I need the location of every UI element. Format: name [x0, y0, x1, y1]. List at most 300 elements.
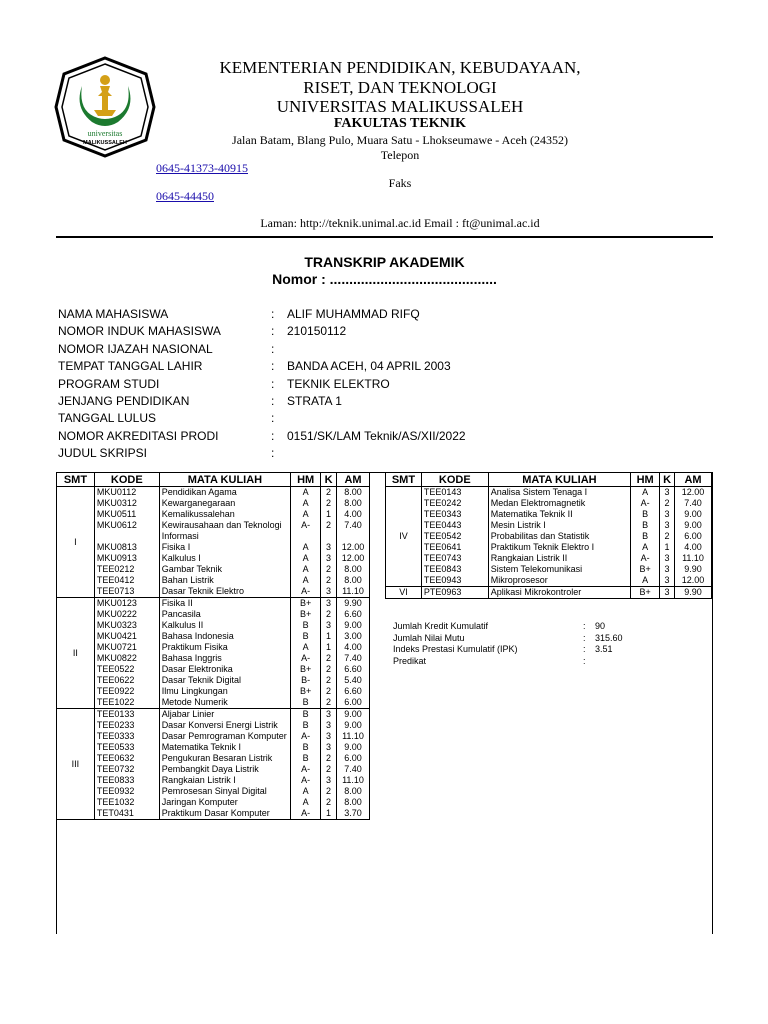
- info-value: 210150112: [287, 324, 347, 339]
- summary-value: 315.60: [595, 632, 623, 643]
- faculty-name: FAKULTAS TEKNIK: [333, 116, 467, 131]
- credits: 3: [321, 553, 337, 564]
- summary-value: 3.51: [595, 644, 613, 654]
- credits: 3: [660, 564, 675, 575]
- grade-points: 9.00: [337, 709, 370, 721]
- table-row: [57, 720, 370, 731]
- grade-points: 5.40: [337, 675, 370, 686]
- info-row: [58, 358, 658, 375]
- course-name: Ilmu Lingkungan: [159, 686, 291, 697]
- credits: 3: [660, 520, 675, 531]
- table-row: [57, 797, 370, 808]
- table-row: [57, 653, 370, 664]
- credits: 3: [660, 487, 675, 499]
- grade: B+: [631, 564, 660, 575]
- grade-points: 9.00: [337, 620, 370, 631]
- info-colon: :: [271, 324, 275, 339]
- summary-label: Jumlah Kredit Kumulatif: [393, 621, 489, 631]
- grade-points: 8.00: [337, 498, 370, 509]
- table-row: [57, 753, 370, 764]
- grade: A: [291, 797, 321, 808]
- credits: 3: [660, 575, 675, 587]
- course-name: Analisa Sistem Tenaga I: [488, 487, 630, 499]
- grade-points: 9.00: [675, 509, 712, 520]
- course-name: Pemrosesan Sinyal Digital: [159, 786, 291, 797]
- grade: A: [291, 498, 321, 509]
- grade-points: 6.00: [337, 697, 370, 709]
- credits: 2: [321, 520, 337, 542]
- credits: 2: [321, 764, 337, 775]
- course-code: TEE0522: [94, 664, 159, 675]
- grade-points: 9.00: [337, 742, 370, 753]
- grade: B: [631, 520, 660, 531]
- credits: 3: [321, 542, 337, 553]
- credits: 2: [321, 564, 337, 575]
- credits: 2: [321, 753, 337, 764]
- summary-colon: :: [583, 621, 586, 631]
- summary-label: Jumlah Nilai Mutu: [393, 632, 465, 643]
- summary-colon: :: [583, 632, 586, 643]
- credits: 2: [321, 675, 337, 686]
- info-row: [58, 341, 658, 358]
- course-code: TEE0632: [94, 753, 159, 764]
- info-row: [58, 445, 658, 462]
- course-name: Mesin Listrik I: [488, 520, 630, 531]
- grade: B: [291, 753, 321, 764]
- transcript-table-left: [56, 472, 370, 820]
- grade-points: 4.00: [675, 542, 712, 553]
- credits: 2: [321, 797, 337, 808]
- table-row: [57, 575, 370, 586]
- credits: 1: [321, 642, 337, 653]
- grade-points: 4.00: [337, 642, 370, 653]
- course-code: TEE0242: [421, 498, 488, 509]
- table-row: [386, 487, 712, 499]
- course-code: TEE0932: [94, 786, 159, 797]
- grade-points: 7.40: [337, 764, 370, 775]
- table-row: [57, 498, 370, 509]
- info-label: NOMOR IJAZAH NASIONAL: [58, 341, 213, 356]
- table-row: [57, 631, 370, 642]
- grade-points: 9.90: [675, 564, 712, 575]
- grade: A: [631, 487, 660, 499]
- course-name: Matematika Teknik II: [488, 509, 630, 520]
- summary-label: Predikat: [393, 655, 427, 666]
- credits: 3: [660, 553, 675, 564]
- table-row: [386, 531, 712, 542]
- table-row: [386, 498, 712, 509]
- course-name: Dasar Teknik Elektro: [159, 586, 291, 598]
- grade: A: [291, 642, 321, 653]
- course-code: TEE0143: [421, 487, 488, 499]
- course-name: Dasar Konversi Energi Listrik: [159, 720, 291, 731]
- credits: 2: [321, 487, 337, 499]
- course-code: TEE0333: [94, 731, 159, 742]
- column-header: MATA KULIAH: [159, 473, 291, 487]
- grade: A-: [631, 553, 660, 564]
- grade-points: 12.00: [675, 575, 712, 587]
- grade: B+: [291, 664, 321, 675]
- table-row: [57, 553, 370, 564]
- table-row: [57, 542, 370, 553]
- course-name: Dasar Pemrograman Komputer: [159, 731, 291, 742]
- course-code: PTE0963: [421, 587, 488, 599]
- grade: B+: [631, 587, 660, 599]
- table-row: [57, 620, 370, 631]
- semester-cell: III: [57, 709, 95, 820]
- info-colon: :: [271, 411, 275, 426]
- course-code: TEE0843: [421, 564, 488, 575]
- credits: 3: [321, 731, 337, 742]
- info-label: PROGRAM STUDI: [58, 376, 160, 391]
- summary-colon: :: [583, 655, 586, 666]
- grade: A-: [291, 520, 321, 542]
- course-name: Kewarganegaraan: [159, 498, 291, 509]
- course-code: TEE0833: [94, 775, 159, 786]
- credits: 1: [321, 509, 337, 520]
- grade: A-: [631, 498, 660, 509]
- address: Jalan Batam, Blang Pulo, Muara Satu - Lhokseumawe - Aceh (24352): [232, 133, 568, 147]
- grade: B-: [291, 675, 321, 686]
- summary-label: Indeks Prestasi Kumulatif (IPK): [393, 644, 518, 654]
- table-row: [57, 775, 370, 786]
- course-code: MKU0721: [94, 642, 159, 653]
- column-header: MATA KULIAH: [488, 473, 630, 487]
- summary-block: [393, 621, 693, 667]
- info-value: BANDA ACEH, 04 APRIL 2003: [287, 359, 451, 374]
- course-name: Matematika Teknik I: [159, 742, 291, 753]
- course-code: TEE0542: [421, 531, 488, 542]
- course-name: Kalkulus I: [159, 553, 291, 564]
- credits: 3: [660, 587, 675, 599]
- grade-points: 6.60: [337, 609, 370, 620]
- course-code: MKU0612: [94, 520, 159, 542]
- semester-cell: IV: [386, 487, 422, 587]
- grade-points: 8.00: [337, 797, 370, 808]
- website-email: Laman: http://teknik.unimal.ac.id Email : ft@unimal.ac.id: [260, 216, 540, 230]
- credits: 2: [660, 531, 675, 542]
- course-name: Mikroprosesor: [488, 575, 630, 587]
- course-code: MKU0813: [94, 542, 159, 553]
- course-code: MKU0123: [94, 598, 159, 610]
- summary-value: 90: [595, 621, 606, 631]
- course-name: Dasar Elektronika: [159, 664, 291, 675]
- document-number: Nomor : ...........................................: [272, 271, 497, 287]
- credits: 3: [321, 742, 337, 753]
- grade-points: 7.40: [337, 653, 370, 664]
- credits: 2: [321, 609, 337, 620]
- table-row: [57, 742, 370, 753]
- course-name: Sistem Telekomunikasi: [488, 564, 630, 575]
- table-row: [57, 697, 370, 709]
- info-row: [58, 323, 658, 340]
- course-code: MKU0421: [94, 631, 159, 642]
- header-divider: [56, 236, 713, 238]
- table-row: [57, 709, 370, 721]
- column-header: KODE: [421, 473, 488, 487]
- course-name: Aljabar Linier: [159, 709, 291, 721]
- grade: A-: [291, 653, 321, 664]
- info-value: 0151/SK/LAM Teknik/AS/XII/2022: [287, 428, 466, 443]
- grade: B: [291, 720, 321, 731]
- university-logo: [54, 56, 156, 158]
- column-header: HM: [291, 473, 321, 487]
- grade: A-: [291, 731, 321, 742]
- credits: 1: [321, 631, 337, 642]
- course-name: Aplikasi Mikrokontroler: [488, 587, 630, 599]
- grade-points: 8.00: [337, 575, 370, 586]
- info-label: NOMOR AKREDITASI PRODI: [58, 428, 219, 443]
- university-name: UNIVERSITAS MALIKUSSALEH: [276, 97, 524, 116]
- course-code: TEE0713: [94, 586, 159, 598]
- summary-row: [393, 633, 693, 645]
- course-code: MKU0112: [94, 487, 159, 499]
- grade: B: [291, 697, 321, 709]
- grade: A: [291, 553, 321, 564]
- grade-points: 12.00: [675, 487, 712, 499]
- course-code: TEE0922: [94, 686, 159, 697]
- grade: B+: [291, 598, 321, 610]
- grade-points: 6.00: [337, 753, 370, 764]
- grade: A-: [291, 586, 321, 598]
- info-colon: :: [271, 428, 275, 443]
- table-row: [57, 564, 370, 575]
- credits: 2: [321, 498, 337, 509]
- credits: 2: [321, 786, 337, 797]
- logo-text-bottom: MALIKUSSALEH: [83, 140, 127, 146]
- grade-points: 9.00: [675, 520, 712, 531]
- grade: A: [631, 575, 660, 587]
- credits: 1: [321, 808, 337, 820]
- summary-row: [393, 644, 693, 656]
- grade: B: [291, 631, 321, 642]
- grade: A: [291, 487, 321, 499]
- info-row: [58, 393, 658, 410]
- table-row: [57, 520, 370, 542]
- course-code: MKU0222: [94, 609, 159, 620]
- credits: 2: [321, 686, 337, 697]
- course-code: TET0431: [94, 808, 159, 820]
- credits: 2: [660, 498, 675, 509]
- table-row: [57, 664, 370, 675]
- grade-points: 11.10: [337, 731, 370, 742]
- course-code: TEE1032: [94, 797, 159, 808]
- credits: 1: [660, 542, 675, 553]
- info-colon: :: [271, 307, 275, 321]
- table-row: [57, 586, 370, 598]
- grade-points: 9.00: [337, 720, 370, 731]
- info-label: TEMPAT TANGGAL LAHIR: [58, 359, 203, 374]
- semester-cell: II: [57, 598, 95, 709]
- course-name: Kalkulus II: [159, 620, 291, 631]
- table-row: [57, 509, 370, 520]
- table-row: [57, 609, 370, 620]
- grade: B+: [291, 686, 321, 697]
- info-label: TANGGAL LULUS: [58, 411, 157, 426]
- fax-label: Faks: [388, 176, 412, 190]
- info-row: [58, 428, 658, 445]
- grade-points: 11.10: [337, 775, 370, 786]
- column-header: K: [321, 473, 337, 487]
- column-header: SMT: [386, 473, 422, 487]
- info-label: NOMOR INDUK MAHASISWA: [58, 324, 221, 339]
- course-code: TEE0233: [94, 720, 159, 731]
- credits: 3: [321, 720, 337, 731]
- course-code: TEE0343: [421, 509, 488, 520]
- course-code: TEE0133: [94, 709, 159, 721]
- info-label: NAMA MAHASISWA: [58, 307, 169, 321]
- phone-link[interactable]: 0645-41373-40915: [156, 161, 248, 175]
- grade: A-: [291, 775, 321, 786]
- grade: B: [291, 742, 321, 753]
- table-row: [57, 487, 370, 499]
- grade: A: [291, 509, 321, 520]
- info-row: [58, 306, 658, 323]
- course-name: Dasar Teknik Digital: [159, 675, 291, 686]
- grade: A: [631, 542, 660, 553]
- grade: A: [291, 786, 321, 797]
- grade-points: 8.00: [337, 487, 370, 499]
- course-name: Bahan Listrik: [159, 575, 291, 586]
- course-code: MKU0511: [94, 509, 159, 520]
- table-row: [386, 509, 712, 520]
- course-name: Fisika II: [159, 598, 291, 610]
- course-name: Medan Elektromagnetik: [488, 498, 630, 509]
- course-name: Bahasa Indonesia: [159, 631, 291, 642]
- course-code: TEE0732: [94, 764, 159, 775]
- column-header: HM: [631, 473, 660, 487]
- grade-points: 8.00: [337, 564, 370, 575]
- grade-points: 12.00: [337, 553, 370, 564]
- fax-link[interactable]: 0645-44450: [156, 189, 214, 203]
- info-colon: :: [271, 393, 275, 408]
- course-name: Bahasa Inggris: [159, 653, 291, 664]
- table-row: [386, 564, 712, 575]
- course-name: Pembangkit Daya Listrik: [159, 764, 291, 775]
- info-value: TEKNIK ELEKTRO: [287, 376, 390, 391]
- grade-points: 3.70: [337, 808, 370, 820]
- grade: A-: [291, 808, 321, 820]
- course-name: Gambar Teknik: [159, 564, 291, 575]
- grade: A: [291, 542, 321, 553]
- column-header: SMT: [57, 473, 95, 487]
- credits: 3: [321, 620, 337, 631]
- course-name: Kewirausahaan dan Teknologi Informasi: [159, 520, 291, 542]
- grade: A: [291, 575, 321, 586]
- course-code: MKU0323: [94, 620, 159, 631]
- credits: 3: [321, 709, 337, 721]
- course-name: Rangkaian Listrik II: [488, 553, 630, 564]
- grade: A: [291, 564, 321, 575]
- grade-points: 4.00: [337, 509, 370, 520]
- grade-points: 8.00: [337, 786, 370, 797]
- course-code: TEE0622: [94, 675, 159, 686]
- grade-points: 9.90: [337, 598, 370, 610]
- course-code: MKU0312: [94, 498, 159, 509]
- grade: B: [631, 531, 660, 542]
- column-header: AM: [337, 473, 370, 487]
- semester-cell: VI: [386, 587, 422, 599]
- info-label: JUDUL SKRIPSI: [58, 446, 147, 461]
- credits: 2: [321, 653, 337, 664]
- table-row: [57, 731, 370, 742]
- grade-points: 6.00: [675, 531, 712, 542]
- column-header: KODE: [94, 473, 159, 487]
- info-value: STRATA 1: [287, 393, 342, 408]
- grade-points: 6.60: [337, 686, 370, 697]
- course-name: Praktikum Fisika: [159, 642, 291, 653]
- transcript-table-right: [385, 472, 712, 599]
- table-row: [386, 542, 712, 553]
- grade: A-: [291, 764, 321, 775]
- student-info: [58, 306, 658, 463]
- table-row: [386, 520, 712, 531]
- summary-colon: :: [583, 644, 586, 654]
- course-name: Kemalikussalehan: [159, 509, 291, 520]
- course-code: TEE0943: [421, 575, 488, 587]
- table-row: [57, 686, 370, 697]
- grade-points: 9.90: [675, 587, 712, 599]
- table-row: [57, 764, 370, 775]
- course-name: Rangkaian Listrik I: [159, 775, 291, 786]
- course-code: TEE0443: [421, 520, 488, 531]
- grade: B: [291, 620, 321, 631]
- column-header: AM: [675, 473, 712, 487]
- grade-points: 12.00: [337, 542, 370, 553]
- grade-points: 11.10: [675, 553, 712, 564]
- phone-label: Telepon: [380, 148, 420, 162]
- table-row: [386, 575, 712, 587]
- course-name: Fisika I: [159, 542, 291, 553]
- course-code: TEE0641: [421, 542, 488, 553]
- grade-points: 3.00: [337, 631, 370, 642]
- course-code: MKU0822: [94, 653, 159, 664]
- grade: B: [631, 509, 660, 520]
- course-code: TEE1022: [94, 697, 159, 709]
- grade-points: 7.40: [337, 520, 370, 542]
- table-row: [57, 808, 370, 820]
- grade-points: 7.40: [675, 498, 712, 509]
- info-row: [58, 376, 658, 393]
- credits: 3: [321, 775, 337, 786]
- table-row: [57, 786, 370, 797]
- credits: 2: [321, 575, 337, 586]
- course-code: TEE0743: [421, 553, 488, 564]
- column-header: K: [660, 473, 675, 487]
- credits: 2: [321, 664, 337, 675]
- course-code: TEE0533: [94, 742, 159, 753]
- grade: B+: [291, 609, 321, 620]
- credits: 3: [321, 598, 337, 610]
- info-colon: :: [271, 376, 275, 391]
- semester-cell: I: [57, 487, 95, 598]
- info-colon: :: [271, 359, 275, 374]
- course-code: MKU0913: [94, 553, 159, 564]
- ministry-line-1: KEMENTERIAN PENDIDIKAN, KEBUDAYAAN,: [219, 58, 581, 77]
- grade-points: 11.10: [337, 586, 370, 598]
- info-value: ALIF MUHAMMAD RIFQ: [287, 307, 420, 321]
- credits: 3: [660, 509, 675, 520]
- credits: 3: [321, 586, 337, 598]
- document-title: TRANSKRIP AKADEMIK: [304, 254, 465, 270]
- summary-row: [393, 621, 693, 633]
- table-row: [386, 553, 712, 564]
- info-colon: :: [271, 446, 275, 461]
- course-code: TEE0412: [94, 575, 159, 586]
- table-row: [57, 642, 370, 653]
- course-name: Praktikum Dasar Komputer: [159, 808, 291, 820]
- grade-points: 6.60: [337, 664, 370, 675]
